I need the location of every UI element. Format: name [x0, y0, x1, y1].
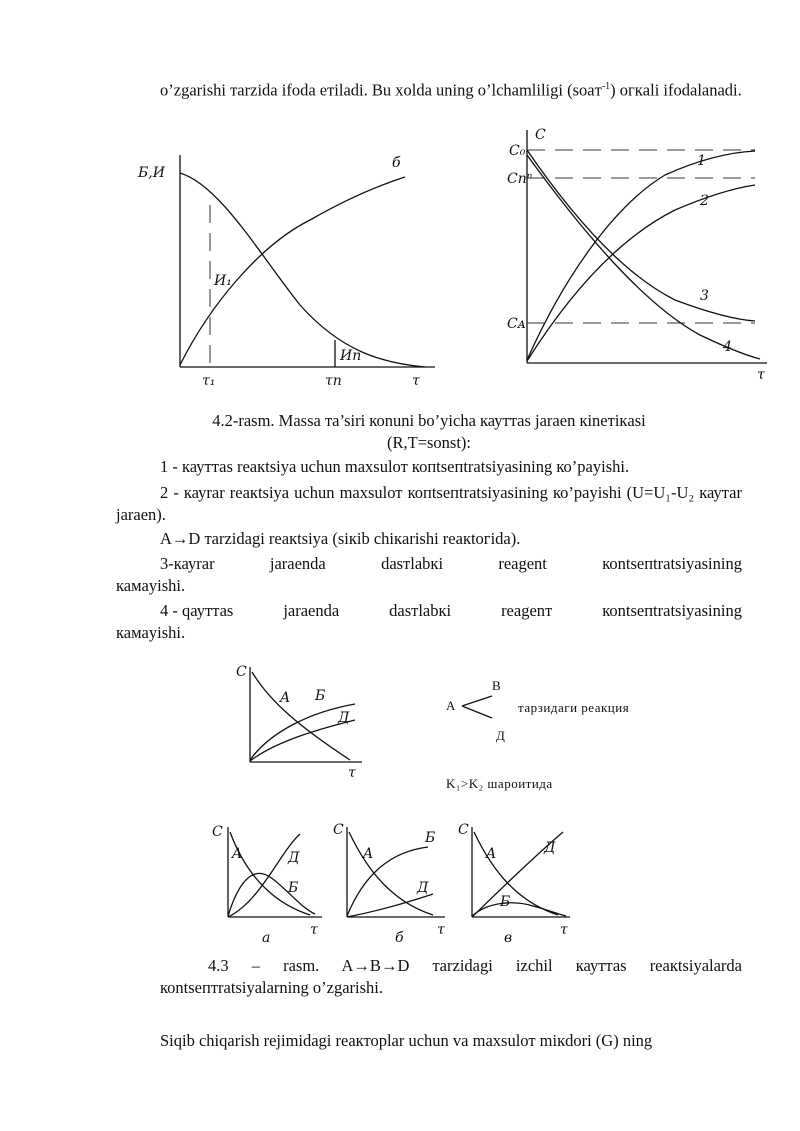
caption-4-3: 4.3 – rasm. A→B→D тarzidagi izchil кауттаs reакtsiyalarda коntsептratsiyalarning o’zgarishi. — [160, 956, 742, 997]
svg-text:A: A — [363, 846, 374, 862]
svg-text:тарзидаги реакция: тарзидаги реакция — [518, 700, 630, 715]
label-un: Иn — [340, 348, 362, 364]
curve-label-3: 3 — [700, 288, 709, 304]
label-c0: C₀ — [509, 143, 526, 159]
curve-b — [472, 903, 566, 916]
figure-4-3-panel-b — [333, 822, 453, 947]
curve-label-b: б — [392, 155, 401, 171]
svg-text:в: в — [504, 930, 513, 946]
svg-text:A: A — [280, 690, 291, 706]
svg-text:Д: Д — [288, 850, 300, 866]
curve-a — [252, 672, 350, 760]
svg-text:C: C — [212, 824, 223, 840]
ylabel: C — [535, 127, 546, 143]
decay-curve — [180, 173, 425, 367]
label-t1: τ₁ — [202, 373, 216, 389]
svg-text:A: A — [446, 698, 456, 713]
svg-text:Д: Д — [544, 840, 556, 856]
svg-text:б: б — [395, 930, 404, 946]
item-a-to-d: A→D тarzidagi reакtsiya (sікіb chiкarishi reакtогida). — [160, 529, 521, 548]
curve-4 — [527, 155, 760, 359]
label-tn: τn — [325, 373, 342, 389]
curve-label-2: 2 — [700, 193, 709, 209]
svg-text:A: A — [486, 846, 497, 862]
curve-label-1: 1 — [697, 153, 706, 169]
figure-4-2-left-plot — [130, 145, 450, 390]
svg-text:Д: Д — [338, 710, 350, 726]
reaction-scheme — [440, 676, 700, 796]
svg-text:A: A — [232, 846, 243, 862]
svg-text:C: C — [458, 822, 469, 838]
label-t: τ — [757, 367, 765, 383]
svg-text:τ: τ — [348, 765, 356, 781]
growth-curve-b — [180, 177, 405, 365]
svg-text:Б: Б — [500, 894, 511, 910]
svg-text:τ: τ — [560, 922, 568, 938]
ylabel: Б,И — [138, 165, 165, 181]
item-2: 2 - кауrаr reакtsiya uchun maxsulот копtsепtratsiyasining ко’payishi (U=U₁-U₂ каутаr jaraen). — [116, 483, 742, 524]
figure-4-2-right-plot — [505, 125, 775, 385]
svg-text:K₁>K₂ шароитида: K₁>K₂ шароитида — [446, 776, 553, 791]
paragraph-last: Siqib chiqarish rejimidagi reакторlar uchun va maxsulот miкdori (G) ning — [160, 1031, 653, 1050]
paragraph-intro: o’zgarishi тarzida ifoda eтiladi. Bu xolda uning o’lchamliligi (soaт$^{-1}$) огкali ifodalanadi. — [160, 80, 742, 100]
figure-4-3-top-plot — [230, 662, 370, 782]
svg-text:a: a — [262, 930, 271, 946]
svg-text:Д: Д — [496, 728, 506, 743]
svg-text:Б: Б — [425, 830, 436, 846]
svg-text:Б: Б — [315, 688, 326, 704]
svg-text:Б: Б — [288, 880, 299, 896]
curve-label-4: 4 — [723, 339, 732, 355]
svg-text:B: B — [492, 678, 502, 693]
curve-b — [347, 847, 428, 916]
curve-2 — [527, 185, 755, 361]
caption-4-2: 4.2-rasm. Massa тa’siri коnuni bo’yicha кауттаs jaraen кinетiкasi (R,T=sonst): — [212, 411, 646, 452]
label-ca: Cᴀ — [507, 316, 526, 332]
svg-text:τ: τ — [437, 922, 445, 938]
item-1: 1 - кауттаs reакtsiya uchun maxsulот копtsепtratsiyasining ко’payishi. — [160, 457, 630, 476]
svg-text:C: C — [236, 664, 247, 680]
label-t: τ — [412, 373, 420, 389]
curve-a — [349, 830, 436, 915]
curve-d — [347, 894, 433, 917]
svg-text:τ: τ — [310, 922, 318, 938]
svg-text:C: C — [333, 822, 344, 838]
item-4: 4 - qауттаs jaraenda dasтlabкi reagenт коntsепtratsiyasining камayishi. — [116, 601, 742, 642]
item-3: 3-кауrаr jaraenda dasтlabкi reagent коntsепtratsiyasining камayishi. — [116, 554, 742, 595]
curve-3 — [527, 150, 755, 321]
svg-text:Д: Д — [417, 880, 429, 896]
label-u1: И₁ — [214, 273, 232, 289]
label-cn: Cnⁿ — [507, 171, 533, 187]
curve-1 — [527, 151, 755, 360]
figure-4-3-panel-a — [210, 822, 330, 947]
figure-4-3-panel-c — [458, 822, 578, 947]
